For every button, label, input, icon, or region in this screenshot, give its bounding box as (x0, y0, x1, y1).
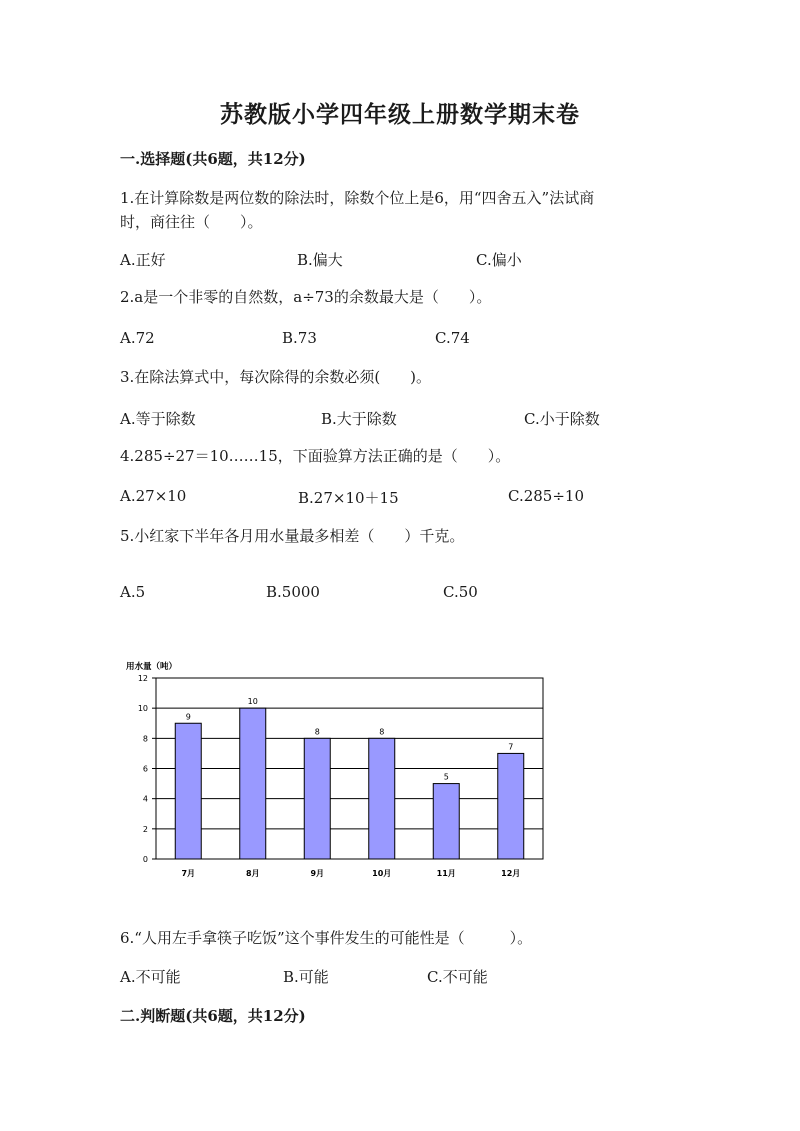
chart-y-tick-label: 6 (142, 764, 148, 774)
chart-x-tick-label: 10月 (372, 869, 392, 878)
chart-bar (175, 723, 201, 859)
chart-y-tick-label: 2 (142, 824, 148, 834)
question-2-option-c: C.74 (435, 329, 470, 347)
chart-x-tick-label: 9月 (310, 869, 325, 878)
chart-x-tick-label: 7月 (181, 869, 196, 878)
question-4-stem: 4.285÷27＝10……15，下面验算方法正确的是（ ）。 (120, 447, 511, 465)
question-6-option-c: C.不可能 (427, 968, 488, 986)
section-heading-choice: 一.选择题(共6题，共12分) (120, 150, 306, 168)
question-5-stem: 5.小红家下半年各月用水量最多相差（ ）千克。 (120, 527, 465, 545)
question-1-option-c: C.偏小 (476, 251, 522, 269)
question-5-option-c: C.50 (443, 583, 478, 601)
question-6-stem: 6.“人用左手拿筷子吃饭”这个事件发生的可能性是（ ）。 (120, 929, 533, 947)
chart-y-tick-label: 0 (142, 855, 148, 864)
chart-data-label: 8 (314, 727, 320, 737)
chart-bar (304, 738, 330, 859)
chart-data-label: 9 (185, 712, 191, 722)
question-3-option-b: B.大于除数 (321, 410, 397, 428)
question-4-option-a: A.27×10 (120, 487, 187, 505)
chart-y-tick-label: 8 (142, 734, 148, 744)
chart-bar (433, 784, 459, 859)
question-1-option-b: B.偏大 (297, 251, 343, 269)
question-2-option-b: B.73 (282, 329, 317, 347)
chart-y-tick-label: 4 (142, 794, 148, 804)
chart-data-label: 10 (247, 697, 258, 707)
question-2-option-a: A.72 (120, 329, 155, 347)
question-4-option-b: B.27×10＋15 (298, 489, 399, 507)
chart-x-tick-label: 11月 (436, 869, 456, 878)
chart-x-tick-label: 12月 (501, 869, 521, 878)
question-6-option-b: B.可能 (283, 968, 329, 986)
page-title: 苏教版小学四年级上册数学期末卷 (220, 101, 580, 128)
question-1-line-1: 1.在计算除数是两位数的除法时，除数个位上是6，用“四舍五入”法试商 (120, 189, 595, 207)
chart-y-tick-label: 12 (137, 674, 148, 683)
chart-data-label: 7 (508, 742, 514, 752)
question-2-stem: 2.a是一个非零的自然数，a÷73的余数最大是（ ）。 (120, 288, 492, 306)
water-usage-bar-chart (118, 656, 558, 886)
chart-data-label: 5 (443, 772, 449, 782)
question-5-option-b: B.5000 (266, 583, 320, 601)
question-3-stem: 3.在除法算式中，每次除得的余数必须( )。 (120, 368, 432, 386)
question-3-option-a: A.等于除数 (120, 410, 196, 428)
question-1-option-a: A.正好 (120, 251, 166, 269)
chart-data-label: 8 (379, 727, 385, 737)
chart-x-tick-label: 8月 (245, 869, 260, 878)
question-1-line-2: 时，商往往（ ）。 (120, 213, 263, 231)
question-4-option-c: C.285÷10 (508, 487, 584, 505)
question-6-option-a: A.不可能 (120, 968, 181, 986)
chart-bar (498, 753, 524, 859)
chart-bar (369, 738, 395, 859)
section-heading-judgement: 二.判断题(共6题，共12分) (120, 1007, 306, 1025)
chart-y-axis-label: 用水量（吨） (126, 662, 178, 672)
chart-y-tick-label: 10 (137, 704, 148, 714)
question-3-option-c: C.小于除数 (524, 410, 600, 428)
chart-bar (240, 708, 266, 859)
question-5-option-a: A.5 (120, 583, 146, 601)
